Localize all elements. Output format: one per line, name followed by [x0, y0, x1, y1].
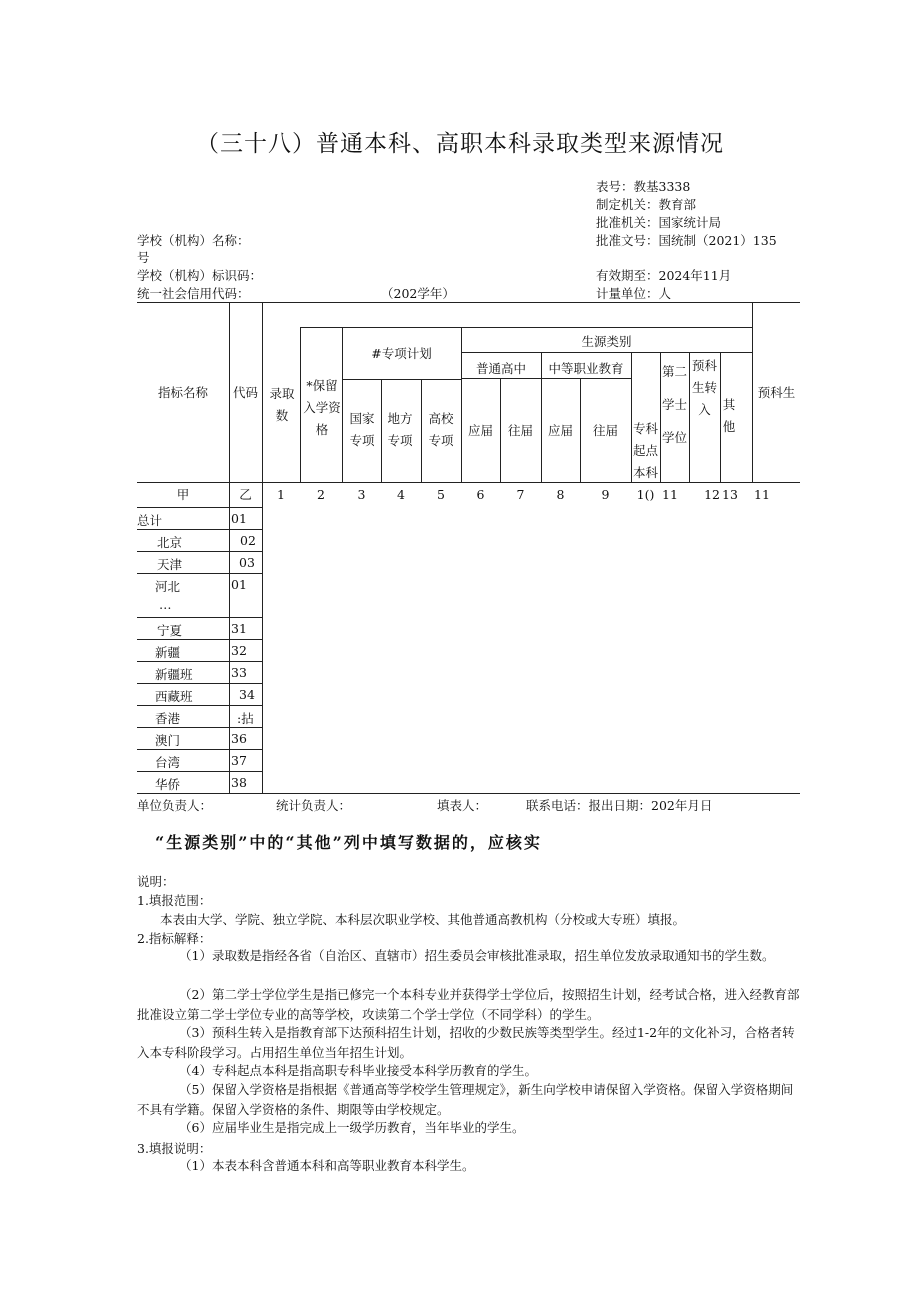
- row-label: …: [159, 597, 174, 612]
- index-cell: 1: [277, 487, 285, 502]
- col-source-type: 生源类别: [581, 334, 632, 349]
- page-title: （三十八）普通本科、高职本科录取类型来源情况: [196, 131, 724, 157]
- index-cell: 1(): [636, 487, 655, 502]
- row-code: :拈: [237, 711, 254, 726]
- row-label: 北京: [157, 535, 183, 550]
- index-cell: 4: [397, 487, 405, 502]
- row-code: 03: [239, 555, 255, 570]
- index-cell: 13: [722, 487, 738, 502]
- approval-number: 批准文号：国统制（2021）135: [596, 233, 777, 248]
- footer-unit-head: 单位负责人：: [137, 798, 213, 813]
- index-cell: 8: [556, 487, 565, 502]
- col-special-plan: #专项计划: [371, 346, 432, 361]
- footer-filler: 填表人：: [437, 798, 488, 813]
- note-paragraph: （2）第二学士学位学生是指已修完一个本科专业并获得学士学位后，按照招生计划，经考试合格，进入经教育部批准设立第二学士学位专业的高等学校，攻读第二个学士学位（不同学科）的学生。: [137, 987, 800, 1022]
- row-label: 河北: [155, 579, 181, 594]
- col-current-1: 应届: [467, 423, 493, 438]
- note-paragraph: （4）专科起点本科是指高职专科毕业接受本科学历教育的学生。: [179, 1063, 537, 1078]
- row-code: 32: [231, 643, 247, 658]
- col-national: 国家专项: [349, 411, 375, 448]
- valid-until: 有效期至：2024年11月: [596, 268, 732, 283]
- col-regular-high: 普通高中: [475, 361, 526, 376]
- row-code: 37: [231, 753, 247, 768]
- col-prep: 预科生: [757, 385, 796, 400]
- unit-label: 计量单位：人: [596, 286, 672, 301]
- note-paragraph: （1）本表本科含普通本科和高等职业教育本科学生。: [179, 1158, 475, 1173]
- note-paragraph: （1）录取数是指经各省（自治区、直辖市）招生委员会审核批准录取，招生单位发放录取通知书的学生数。: [179, 948, 775, 963]
- index-cell: 2: [317, 487, 325, 502]
- col-past-2: 往届: [592, 423, 618, 438]
- row-label: 新疆: [155, 645, 181, 660]
- row-code: 02: [240, 533, 256, 548]
- row-label: 新疆班: [155, 667, 193, 682]
- notes-section-3: 3.填报说明：: [137, 1141, 212, 1156]
- credit-code-label: 统一社会信用代码：: [137, 286, 250, 301]
- approval-number-tail: 号: [137, 250, 150, 265]
- index-cell: 甲: [176, 487, 190, 502]
- form-number: 表号：教基3338: [596, 179, 691, 194]
- made-by: 制定机关：教育部: [596, 197, 697, 212]
- school-year: （202学年）: [381, 286, 455, 301]
- row-code: 33: [231, 665, 247, 680]
- index-cell: 5: [437, 487, 445, 502]
- notes-section-1: 1.填报范围：: [137, 893, 212, 908]
- row-label: 总计: [137, 513, 163, 528]
- index-cell: 12: [704, 487, 720, 502]
- school-name-label: 学校（机构）名称：: [137, 233, 250, 248]
- notes-section-2: 2.指标解释：: [137, 931, 212, 946]
- approved-by: 批准机关：国家统计局: [596, 215, 722, 230]
- index-cell: 6: [476, 487, 485, 502]
- row-label: 台湾: [155, 755, 181, 770]
- note-paragraph: （5）保留入学资格是指根据《普通高等学校学生管理规定》，新生向学校申请保留入学资格。保留入学资格期间不具有学籍。保留入学资格的条件、期限等由学校规定。: [137, 1082, 794, 1117]
- school-id-label: 学校（机构）标识码：: [137, 268, 263, 283]
- index-cell: 11: [662, 487, 678, 502]
- row-code: 31: [231, 621, 247, 636]
- index-cell: 乙: [239, 487, 252, 502]
- row-code: 01: [231, 511, 247, 526]
- row-label: 香港: [155, 711, 181, 726]
- warning-note: “生源类别”中的“其他”列中填写数据的，应核实: [155, 833, 542, 852]
- footer-phone-date: 联系电话：报出日期：202年月日: [526, 798, 713, 813]
- note-paragraph: （3）预科生转入是指教育部下达预科招生计划，招收的少数民族等类型学生。经过1-2年的文化补习，合格者转入本专科阶段学习。占用招生单位当年招生计划。: [137, 1025, 795, 1060]
- notes-scope-text: 本表由大学、学院、独立学院、本科层次职业学校、其他普通高教机构（分校或大专班）填报。: [160, 912, 686, 927]
- col-junior-to-bachelor: 专科起点本科: [632, 421, 658, 480]
- col-indicator: 指标名称: [157, 385, 208, 400]
- index-cell: 11: [754, 487, 770, 502]
- row-code: 36: [231, 731, 247, 746]
- index-cell: 3: [357, 487, 366, 502]
- row-code: 34: [239, 687, 255, 702]
- col-prep-transfer: 预科生转入: [691, 358, 717, 417]
- col-code: 代码: [232, 385, 258, 400]
- row-code: 38: [231, 775, 247, 790]
- index-cell: 9: [601, 487, 610, 502]
- note-paragraph: （6）应届毕业生是指完成上一级学历教育，当年毕业的学生。: [179, 1120, 525, 1135]
- row-label: 宁夏: [157, 623, 183, 638]
- footer-stat-head: 统计负责人：: [276, 798, 352, 813]
- col-vocational: 中等职业教育: [548, 361, 624, 376]
- col-current-2: 应届: [547, 423, 573, 438]
- col-past-1: 往届: [507, 423, 533, 438]
- row-label: 天津: [157, 557, 183, 572]
- col-second-degree: 第二学士学位: [661, 364, 687, 445]
- col-reserved: *保留入学资格: [303, 378, 341, 437]
- notes-heading: 说明：: [137, 874, 175, 889]
- row-label: 华侨: [155, 777, 181, 792]
- row-label: 西藏班: [155, 689, 193, 704]
- row-code: 01: [231, 577, 247, 592]
- col-other: 其他: [722, 397, 736, 434]
- row-label: 澳门: [155, 733, 181, 748]
- col-admitted: 录取数: [269, 386, 295, 423]
- col-college: 高校专项: [428, 411, 454, 448]
- index-cell: 7: [516, 487, 525, 502]
- col-local: 地方专项: [387, 411, 413, 448]
